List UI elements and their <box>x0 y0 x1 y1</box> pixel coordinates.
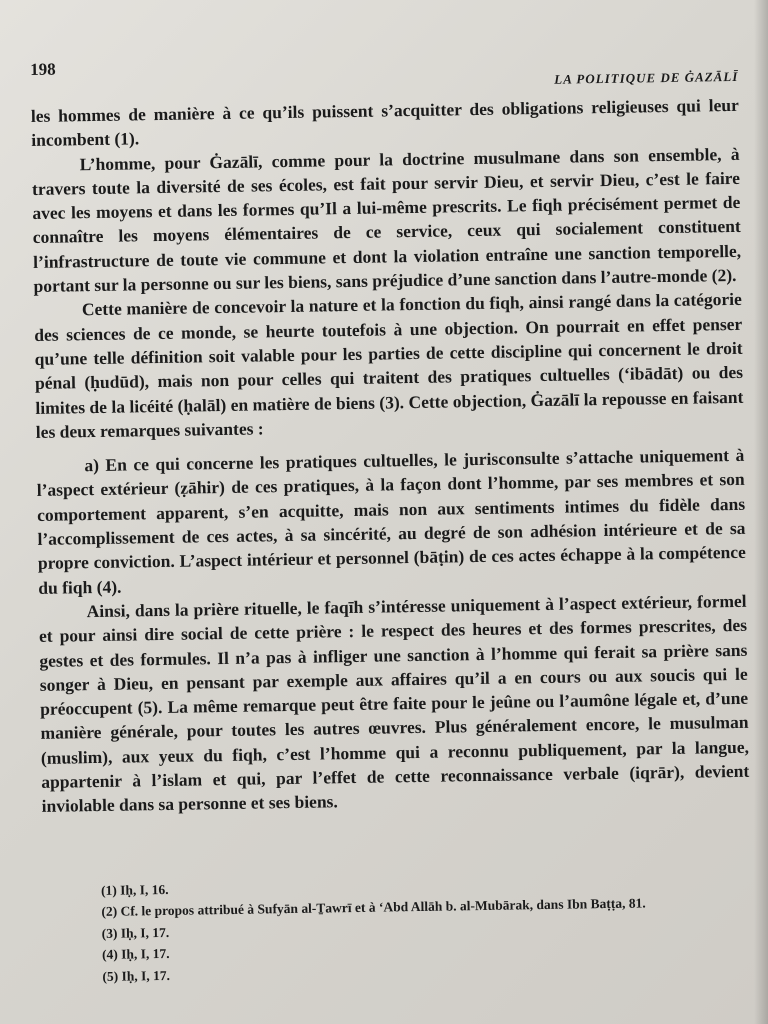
footnote-1: (1) Iḥ, I, 16. <box>100 881 169 898</box>
footnotes <box>43 869 753 988</box>
paragraph-continuation: les hommes de manière à ce qu’ils puissent s’acquitter des obligations religieuses qui leur incombent (1). <box>30 94 739 151</box>
paragraph-remark-a: a) En ce qui concerne les pratiques cultuelles, le jurisconsulte s’attache uniquement à l’aspect extérieur (ẓāhir) de ces pratiques, à la façon dont l’homme, par ses membres et son comportement apparent, s’en acquitte, mais non aux sentiments intimes du fidèle dans l’accomplissement de ces actes, à sa sincérité, au degré de son adhésion intérieure et de sa propre conviction. L’aspect intérieur et personnel (bāṭin) de ces actes échappe à la compétence du fiqh (4). <box>36 444 746 598</box>
body-text <box>31 93 750 819</box>
page-edge-shadow <box>754 0 768 1024</box>
footnote-2: (2) Cf. le propos attribué à Sufyān al-Ṯawrī et à ‘Abd Allāh b. al-Mubārak, dans Ibn Baṭṭa, 81. <box>101 895 646 920</box>
paragraph-service-of-god: L’homme, pour Ġazālī, comme pour la doctrine musulmane dans son ensemble, à travers toute la diversité de ses écoles, est fait pour servir Dieu, et servir Dieu, c’est le faire avec les moyens et dans les formes qu’Il a lui-même prescrits. Le fiqh précisément permet de connaître les moyens élémentaires de ce service, ceux qui socialement constituent l’infrastructure de toute vie commune et dont la violation entraîne une sanction temporelle, portant sur la personne ou sur les biens, sans préjudice d’une sanction dans l’autre-monde (2). <box>31 143 742 297</box>
footnote-5: (5) Iḥ, I, 17. <box>102 967 171 984</box>
running-title: LA POLITIQUE DE ĠAZĀLĪ <box>554 68 739 87</box>
footnote-3: (3) Iḥ, I, 17. <box>101 924 170 941</box>
page-content <box>30 49 752 988</box>
paragraph-objection: Cette manière de concevoir la nature et la fonction du fiqh, ainsi rangé dans la catégorie des sciences de ce monde, se heurte toutefois à une objection. On pourrait en effet penser qu’une telle définition soit valable pour les parties de cette discipline qui concernent le droit pénal (ḥudūd), mais non pour celles qui traitent des pratiques cultuelles (‘ibādāt) ou des limites de la licéité (ḥalāl) en matière de biens (3). Cette objection, Ġazālī la repousse en faisant les deux remarques suivantes : <box>34 289 744 442</box>
page-number: 198 <box>30 59 56 79</box>
footnote-4: (4) Iḥ, I, 17. <box>101 946 170 963</box>
paragraph-ritual-prayer: Ainsi, dans la prière rituelle, le faqīh s’intéresse uniquement à l’aspect extérieur, formel et pour ainsi dire social de cette prière : le respect des heures et des formes prescrites, des gestes et des formules. Il n’a pas à infliger une sanction à l’homme qui ferait sa prière sans songer à Dieu, en pensant par exemple aux affaires qu’il a en cours ou aux soucis qui le préoccupent (5). La même remarque peut être faite pour le jeûne ou l’aumône légale et, d’une manière générale, pour toutes les autres œuvres. Plus généralement encore, le musulman (muslim), aux yeux du fiqh, c’est l’homme qui a reconnu publiquement, par la langue, appartenir à l’islam et qui, par l’effet de cette reconnaissance verbale (iqrār), devient inviolable dans sa personne et ses biens. <box>38 590 750 817</box>
